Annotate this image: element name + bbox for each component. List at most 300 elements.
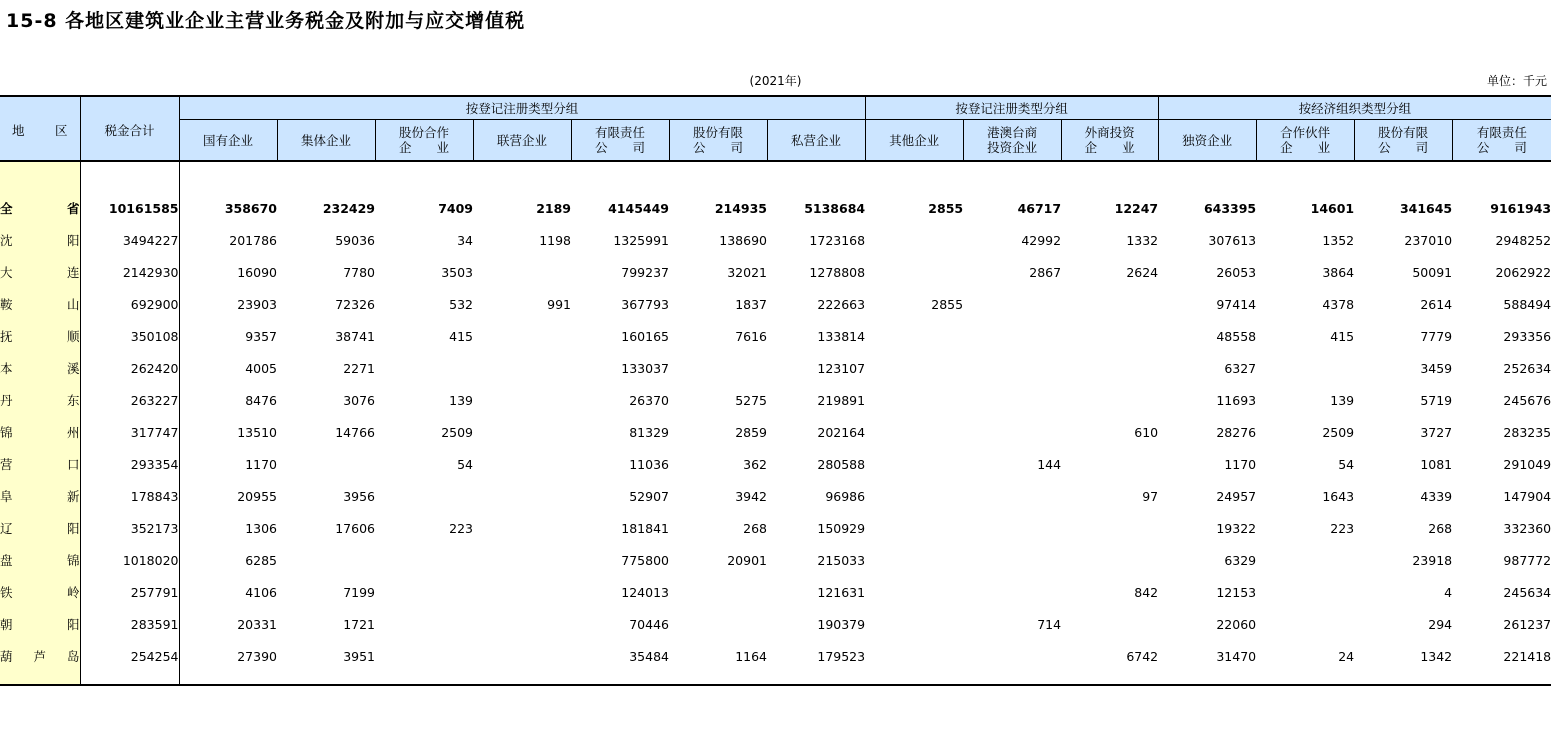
value-cell (375, 544, 473, 576)
value-cell: 532 (449, 296, 473, 312)
value-cell: 2271 (343, 360, 375, 376)
region-char: 省 (66, 201, 80, 216)
value-cell: 32021 (727, 264, 767, 280)
value-cell: 307613 (1208, 232, 1257, 248)
value-cell: 139 (449, 392, 473, 408)
value-cell: 24957 (1216, 488, 1257, 504)
header-group-registration-2: 按登记注册类型分组 (865, 96, 1158, 120)
value-cell: 214935 (714, 200, 767, 216)
value-cell: 2189 (536, 200, 571, 216)
value-cell (963, 576, 1061, 608)
header-column-8 (963, 120, 1061, 162)
region-char: 全 (0, 201, 13, 216)
value-cell: 2509 (1322, 424, 1355, 440)
value-cell: 294 (1428, 616, 1453, 632)
value-cell (865, 576, 963, 608)
value-cell: 150929 (817, 520, 866, 536)
header-column-text: 集体企业 (300, 132, 351, 148)
value-cell: 12247 (1114, 200, 1159, 216)
header-column-text: 企 业 (1280, 140, 1331, 155)
value-cell (277, 544, 375, 576)
region-name (0, 583, 80, 601)
value-cell: 138690 (719, 232, 767, 248)
value-cell (375, 608, 473, 640)
value-cell: 6327 (1224, 360, 1257, 376)
value-cell (473, 256, 571, 288)
total-cell: 262420 (80, 352, 179, 384)
region-char: 阳 (66, 617, 80, 632)
value-cell (473, 384, 571, 416)
total-cell: 352173 (80, 512, 179, 544)
value-cell: 1723168 (809, 232, 866, 248)
value-cell: 52907 (629, 488, 669, 504)
unit-label: 单位：千元 (1486, 74, 1547, 88)
region-char: 溪 (66, 361, 80, 376)
value-cell: 23903 (237, 296, 277, 312)
region-char: 辽 (0, 521, 13, 536)
value-cell: 144 (1037, 456, 1062, 472)
value-cell: 2855 (931, 296, 964, 312)
region-name (0, 519, 80, 537)
spacer-region (0, 161, 80, 192)
value-cell (1061, 320, 1158, 352)
header-column-7 (865, 120, 963, 162)
region-char: 朝 (0, 617, 13, 632)
header-column-text: 其他企业 (889, 132, 940, 148)
value-cell (473, 416, 571, 448)
value-cell: 8476 (245, 392, 277, 408)
value-cell: 179523 (817, 648, 866, 664)
value-cell: 31470 (1216, 648, 1257, 664)
header-column-text: 股份合作 (398, 125, 449, 140)
region-char: 大 (0, 265, 13, 280)
region-char: 口 (66, 457, 80, 472)
value-cell (1256, 576, 1354, 608)
value-cell (473, 512, 571, 544)
value-cell: 42992 (1021, 232, 1062, 248)
region-name (0, 551, 80, 569)
value-cell: 28276 (1216, 424, 1257, 440)
value-cell: 12153 (1216, 584, 1257, 600)
value-cell: 6742 (1126, 648, 1159, 664)
value-cell: 7409 (438, 200, 473, 216)
value-cell: 96986 (825, 488, 866, 504)
value-cell: 23918 (1412, 552, 1453, 568)
region-name (0, 359, 80, 377)
value-cell: 121631 (817, 584, 866, 600)
value-cell: 4 (1444, 584, 1453, 600)
total-cell: 3494227 (80, 224, 179, 256)
value-cell: 283235 (1503, 424, 1551, 440)
table-row (0, 512, 1551, 544)
region-char: 岛 (66, 649, 80, 664)
region-char: 新 (66, 489, 80, 504)
total-cell: 2142930 (80, 256, 179, 288)
value-cell: 26053 (1216, 264, 1257, 280)
header-column-text: 港澳台商 (987, 125, 1038, 140)
value-cell: 261237 (1503, 616, 1551, 632)
value-cell: 291049 (1503, 456, 1551, 472)
region-cell (0, 384, 80, 416)
region-name (0, 391, 80, 409)
value-cell: 97414 (1216, 296, 1257, 312)
value-cell (865, 320, 963, 352)
header-column-6 (767, 120, 865, 162)
region-cell (0, 224, 80, 256)
value-cell (963, 384, 1061, 416)
value-cell: 280588 (817, 456, 866, 472)
value-cell: 3727 (1420, 424, 1453, 440)
value-cell (865, 256, 963, 288)
value-cell (375, 576, 473, 608)
value-cell: 9357 (245, 328, 277, 344)
value-cell: 415 (1330, 328, 1355, 344)
region-char: 东 (66, 393, 80, 408)
region-name (0, 487, 80, 505)
header-column-4 (571, 120, 669, 162)
page-title: 15-8 各地区建筑业企业主营业务税金及附加与应交增值税 (6, 10, 526, 32)
region-char: 盘 (0, 553, 13, 568)
region-char: 葫 (0, 649, 13, 664)
value-cell: 11693 (1216, 392, 1257, 408)
value-cell: 223 (1330, 520, 1355, 536)
region-cell (0, 448, 80, 480)
region-char: 铁 (0, 585, 13, 600)
table-row (0, 608, 1551, 640)
header-column-3 (473, 120, 571, 162)
value-cell (963, 320, 1061, 352)
region-cell (0, 320, 80, 352)
value-cell: 133814 (817, 328, 866, 344)
region-char: 阳 (66, 521, 80, 536)
value-cell: 245634 (1503, 584, 1551, 600)
region-char: 州 (66, 425, 80, 440)
value-cell: 1170 (1224, 456, 1257, 472)
value-cell (865, 352, 963, 384)
table-row (0, 544, 1551, 576)
value-cell: 3459 (1420, 360, 1453, 376)
value-cell (473, 608, 571, 640)
value-cell: 4378 (1322, 296, 1355, 312)
table-row (0, 416, 1551, 448)
table-row (0, 576, 1551, 608)
value-cell (277, 448, 375, 480)
value-cell: 1342 (1420, 648, 1453, 664)
region-name (0, 615, 80, 633)
value-cell: 2859 (735, 424, 767, 440)
value-cell: 987772 (1503, 552, 1551, 568)
value-cell: 46717 (1017, 200, 1062, 216)
region-char: 阜 (0, 489, 13, 504)
value-cell: 1332 (1126, 232, 1159, 248)
value-cell (963, 480, 1061, 512)
value-cell: 252634 (1503, 360, 1551, 376)
value-cell: 7616 (735, 328, 767, 344)
region-cell (0, 352, 80, 384)
value-cell (963, 544, 1061, 576)
value-cell: 139 (1330, 392, 1355, 408)
region-char: 山 (66, 297, 80, 312)
region-cell (0, 192, 80, 224)
total-cell: 257791 (80, 576, 179, 608)
value-cell: 588494 (1503, 296, 1551, 312)
value-cell: 367793 (621, 296, 669, 312)
table-row (0, 448, 1551, 480)
value-cell: 2062922 (1495, 264, 1551, 280)
value-cell: 1325991 (613, 232, 669, 248)
header-column-text: 企 业 (398, 140, 449, 155)
header-column-11 (1256, 120, 1354, 162)
value-cell (963, 352, 1061, 384)
value-cell: 714 (1037, 616, 1062, 632)
total-cell: 254254 (80, 640, 179, 672)
value-cell: 4145449 (608, 200, 669, 216)
value-cell: 133037 (621, 360, 669, 376)
region-cell (0, 480, 80, 512)
region-char: 阳 (66, 233, 80, 248)
value-cell: 124013 (621, 584, 669, 600)
value-cell: 16090 (237, 264, 277, 280)
value-cell: 2855 (928, 200, 964, 216)
value-cell (1061, 384, 1158, 416)
value-cell: 34 (457, 232, 473, 248)
value-cell: 147904 (1503, 488, 1551, 504)
region-char: 抚 (0, 329, 13, 344)
table-row (0, 192, 1551, 224)
total-cell: 317747 (80, 416, 179, 448)
value-cell: 2509 (441, 424, 473, 440)
header-column-text: 公 司 (1476, 140, 1527, 155)
value-cell (375, 640, 473, 672)
region-char: 锦 (66, 553, 80, 568)
total-cell: 692900 (80, 288, 179, 320)
region-char: 本 (0, 361, 13, 376)
value-cell (1256, 352, 1354, 384)
value-cell: 54 (457, 456, 473, 472)
header-group-registration-1: 按登记注册类型分组 (179, 96, 865, 120)
value-cell: 245676 (1503, 392, 1551, 408)
value-cell (473, 544, 571, 576)
value-cell: 222663 (817, 296, 866, 312)
value-cell: 799237 (621, 264, 669, 280)
region-cell (0, 512, 80, 544)
value-cell: 3942 (735, 488, 767, 504)
value-cell: 9161943 (1490, 200, 1551, 216)
header-column-text: 公 司 (1378, 140, 1429, 155)
value-cell (473, 480, 571, 512)
value-cell: 48558 (1216, 328, 1257, 344)
value-cell: 1081 (1420, 456, 1453, 472)
region-char: 连 (66, 265, 80, 280)
region-name (0, 263, 80, 281)
value-cell: 3951 (343, 648, 375, 664)
region-cell (0, 288, 80, 320)
region-name (0, 423, 80, 441)
value-cell (1256, 608, 1354, 640)
value-cell: 38741 (335, 328, 375, 344)
table-row (0, 640, 1551, 672)
year-label: (2021年) (749, 74, 802, 88)
value-cell: 6329 (1224, 552, 1257, 568)
value-cell: 842 (1134, 584, 1159, 600)
table-row (0, 288, 1551, 320)
value-cell: 991 (547, 296, 571, 312)
region-char: 岭 (66, 585, 80, 600)
value-cell: 341645 (1399, 200, 1453, 216)
header-column-5 (669, 120, 767, 162)
header-column-text: 独资企业 (1182, 132, 1233, 148)
value-cell: 215033 (817, 552, 866, 568)
value-cell (1061, 544, 1158, 576)
region-char: 丹 (0, 393, 13, 408)
region-name (0, 231, 80, 249)
total-cell: 350108 (80, 320, 179, 352)
value-cell: 81329 (629, 424, 669, 440)
value-cell: 3076 (343, 392, 375, 408)
value-cell: 4005 (245, 360, 277, 376)
header-column-text: 股份有限 (692, 125, 743, 140)
value-cell: 22060 (1216, 616, 1257, 632)
value-cell: 54 (1338, 456, 1355, 472)
value-cell: 7779 (1420, 328, 1453, 344)
value-cell: 19322 (1216, 520, 1257, 536)
header-column-text: 私营企业 (791, 132, 842, 148)
region-char: 锦 (0, 425, 13, 440)
value-cell: 1306 (245, 520, 277, 536)
header-column-text: 公 司 (594, 140, 645, 155)
value-cell (669, 352, 767, 384)
value-cell: 1170 (245, 456, 277, 472)
value-cell (1061, 512, 1158, 544)
value-cell: 5138684 (804, 200, 866, 216)
value-cell: 237010 (1404, 232, 1453, 248)
table-row (0, 256, 1551, 288)
value-cell: 50091 (1412, 264, 1453, 280)
value-cell: 268 (1428, 520, 1453, 536)
header-column-2 (375, 120, 473, 162)
region-char: 顺 (66, 329, 80, 344)
header-column-0 (179, 120, 277, 162)
region-cell (0, 640, 80, 672)
header-column-text: 有限责任 (1476, 125, 1527, 140)
value-cell: 775800 (621, 552, 669, 568)
table-row (0, 384, 1551, 416)
value-cell: 610 (1134, 424, 1159, 440)
value-cell: 72326 (335, 296, 375, 312)
value-cell: 2614 (1420, 296, 1453, 312)
value-cell: 1721 (343, 616, 375, 632)
table-row (0, 320, 1551, 352)
value-cell (963, 640, 1061, 672)
header-column-13 (1452, 120, 1551, 162)
value-cell: 1198 (539, 232, 571, 248)
header-column-text: 联营企业 (496, 132, 547, 148)
region-cell (0, 544, 80, 576)
value-cell (865, 224, 963, 256)
header-column-text: 外商投资 (1084, 125, 1135, 140)
value-cell: 20331 (237, 616, 277, 632)
value-cell (473, 320, 571, 352)
value-cell (963, 288, 1061, 320)
value-cell: 14601 (1310, 200, 1355, 216)
value-cell: 268 (743, 520, 767, 536)
value-cell: 415 (449, 328, 473, 344)
region-name (0, 199, 80, 217)
header-region (0, 96, 80, 161)
value-cell (473, 576, 571, 608)
value-cell: 59036 (335, 232, 375, 248)
value-cell: 160165 (621, 328, 669, 344)
value-cell (375, 480, 473, 512)
value-cell: 181841 (621, 520, 669, 536)
region-name (0, 295, 80, 313)
region-cell (0, 576, 80, 608)
value-cell (473, 640, 571, 672)
value-cell (1061, 288, 1158, 320)
value-cell: 358670 (224, 200, 277, 216)
value-cell: 27390 (237, 648, 277, 664)
value-cell: 3503 (441, 264, 473, 280)
region-char: 沈 (0, 233, 13, 248)
total-cell: 293354 (80, 448, 179, 480)
value-cell (963, 512, 1061, 544)
region-name (0, 455, 80, 473)
value-cell: 190379 (817, 616, 866, 632)
value-cell: 643395 (1203, 200, 1257, 216)
header-column-12 (1354, 120, 1452, 162)
value-cell: 1278808 (809, 264, 866, 280)
value-cell: 20901 (727, 552, 767, 568)
region-name (0, 647, 80, 665)
value-cell: 35484 (629, 648, 669, 664)
tax-table (0, 95, 1551, 686)
value-cell (473, 352, 571, 384)
value-cell: 2867 (1029, 264, 1062, 280)
header-column-text: 合作伙伴 (1280, 125, 1331, 140)
value-cell: 70446 (629, 616, 669, 632)
header-column-text: 企 业 (1084, 140, 1135, 155)
value-cell: 2948252 (1495, 232, 1551, 248)
header-column-text: 公 司 (692, 140, 743, 155)
value-cell (669, 576, 767, 608)
value-cell: 97 (1142, 488, 1159, 504)
total-cell: 283591 (80, 608, 179, 640)
region-cell (0, 608, 80, 640)
value-cell: 202164 (817, 424, 866, 440)
value-cell (1061, 608, 1158, 640)
value-cell: 20955 (237, 488, 277, 504)
value-cell (865, 640, 963, 672)
value-cell (865, 416, 963, 448)
value-cell (865, 480, 963, 512)
header-column-text: 有限责任 (594, 125, 645, 140)
region-cell (0, 416, 80, 448)
value-cell: 2624 (1126, 264, 1159, 280)
value-cell (1256, 544, 1354, 576)
value-cell: 24 (1338, 648, 1355, 664)
value-cell: 221418 (1503, 648, 1551, 664)
value-cell: 1837 (735, 296, 767, 312)
header-region-left: 地 (12, 123, 25, 138)
header-column-text: 国有企业 (202, 132, 253, 148)
header-total: 税金合计 (80, 96, 179, 161)
value-cell: 362 (743, 456, 767, 472)
header-column-text: 投资企业 (987, 140, 1038, 155)
value-cell (865, 448, 963, 480)
value-cell: 13510 (237, 424, 277, 440)
value-cell: 123107 (817, 360, 866, 376)
value-cell: 17606 (335, 520, 375, 536)
